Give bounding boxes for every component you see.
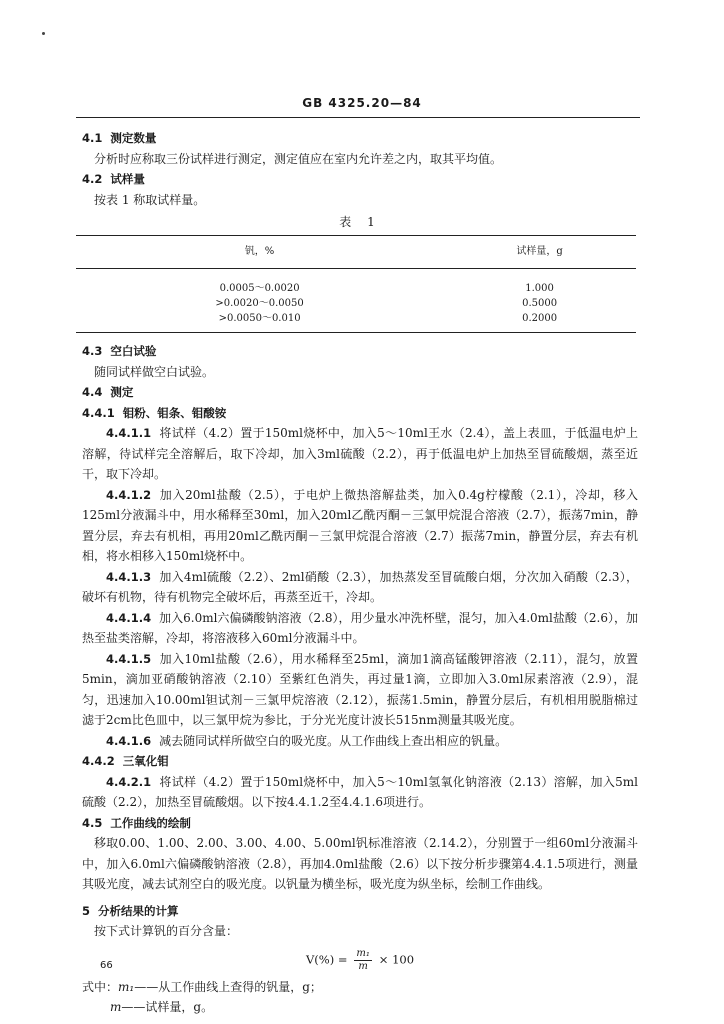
paragraph-4-4-1-4: 4.4.1.4 加入6.0ml六偏磷酸钠溶液（2.8），用少量水冲洗杯壁，混匀，加入4.0ml盐酸（2.6），加热至盐类溶解，冷却，将溶液移入60ml分液漏斗中。	[82, 610, 638, 645]
formula-rhs: × 100	[378, 952, 415, 966]
paragraph-4-4-1-6: 4.4.1.6 减去随同试样所做空白的吸光度。从工作曲线上查出相应的钒量。	[106, 733, 508, 748]
page-number: 66	[100, 960, 113, 971]
where-line-m1: 式中：m₁——从工作曲线上查得的钒量，g；	[82, 979, 322, 994]
formula	[82, 948, 638, 973]
symbol-m: m	[110, 1000, 122, 1014]
section-4-5-heading: 4.5 工作曲线的绘制	[82, 815, 191, 830]
paragraph-4-4-1-1: 4.4.1.1 将试样（4.2）置于150ml烧杯中，加入5～10ml王水（2.4），盖上表皿，于低温电炉上溶解，待试样完全溶解后，取下冷却，加入3ml硫酸（2.2），再于低温电炉上加热至冒硫酸烟，蒸至近干，取下冷却。	[82, 426, 638, 481]
table-cell-mass: 1.000	[525, 283, 554, 294]
standard-header: GB 4325.20—84	[302, 96, 422, 110]
table-row	[76, 311, 636, 333]
symbol-m1: m₁	[118, 979, 135, 994]
table-1	[76, 235, 636, 334]
section-5-text: 按下式计算钒的百分含量：	[94, 924, 239, 938]
table-1-title: 表 1	[339, 215, 381, 229]
table-col-sample-mass: 试样量，g	[443, 235, 636, 269]
formula-fraction	[354, 948, 372, 973]
table-row	[76, 269, 636, 297]
formula-lhs: V(%) =	[305, 952, 348, 966]
header-rule	[76, 117, 640, 118]
table-cell-mass: 0.5000	[522, 298, 558, 309]
section-4-2-text: 按表 1 称取试样量。	[94, 192, 206, 207]
section-4-2-heading: 4.2 试样量	[82, 172, 145, 186]
scan-speck	[42, 32, 45, 35]
table-cell-range: >0.0050～0.010	[76, 311, 443, 333]
section-4-1-text: 分析时应称取三份试样进行测定，测定值应在室内允许差之内，取其平均值。	[94, 151, 503, 166]
table-cell-range: >0.0020～0.0050	[215, 298, 304, 309]
section-4-1-heading: 4.1 测定数量	[82, 131, 157, 145]
section-4-3-text: 随同试样做空白试验。	[94, 364, 215, 379]
where-line-m: m——试样量，g。	[110, 1000, 214, 1014]
formula-denominator: m	[358, 960, 368, 972]
main-content	[82, 128, 638, 1018]
section-5-heading: 5 分析结果的计算	[82, 903, 179, 918]
section-4-4-1-heading: 4.4.1 钼粉、钼条、钼酸铵	[82, 405, 227, 420]
paragraph-4-4-1-3: 4.4.1.3 加入4ml硫酸（2.2）、2ml硝酸（2.3），加热蒸发至冒硫酸白烟，分次加入硝酸（2.3），破坏有机物，待有机物完全破坏后，再蒸至近干，冷却。	[82, 569, 638, 604]
formula-numerator: m₁	[356, 947, 370, 959]
paragraph-4-4-1-2: 4.4.1.2 加入20ml盐酸（2.5），于电炉上微热溶解盐类，加入0.4g柠檬酸（2.1），冷却，移入125ml分液漏斗中，用水稀释至30ml，加入20ml乙酰丙酮－三氯甲烷混合溶液（2.7），振荡7min，静置分层，弃去有机相，再用20ml乙酰丙酮－三氯甲烷混合溶液（2.7）振荡7min，静置分层，弃去有机相，将水相移入150ml烧杯中。	[82, 487, 638, 563]
section-4-4-heading: 4.4 测定	[82, 385, 134, 399]
table-row	[76, 296, 636, 311]
table-cell-mass: 0.2000	[443, 311, 636, 333]
section-4-5-text: 移取0.00、1.00、2.00、3.00、4.00、5.00ml钒标准溶液（2.14.2），分别置于一组60ml分液漏斗中，加入6.0ml六偏磷酸钠溶液（2.8），再加4.0ml盐酸（2.6）以下按分析步骤第4.4.1.5项进行，测量其吸光度，减去试剂空白的吸光度。以钒量为横坐标，吸光度为纵坐标，绘制工作曲线。	[82, 836, 638, 891]
paragraph-4-4-2-1: 4.4.2.1 将试样（4.2）置于150ml烧杯中，加入5～10ml氢氧化钠溶液（2.13）溶解，加入5ml硫酸（2.2），加热至冒硫酸烟。以下按4.4.1.2至4.4.1.6项进行。	[82, 774, 638, 809]
table-header-row	[76, 235, 636, 269]
section-4-4-2-heading: 4.4.2 三氧化钼	[82, 754, 169, 768]
table-col-vanadium: 钒，%	[76, 235, 443, 269]
table-cell-range: 0.0005～0.0020	[219, 283, 300, 294]
section-4-3-heading: 4.3 空白试验	[82, 344, 157, 358]
paragraph-4-4-1-5: 4.4.1.5 加入10ml盐酸（2.6），用水稀释至25ml，滴加1滴高锰酸钾溶液（2.11），混匀，放置5min，滴加亚硝酸钠溶液（2.10）至紫红色消失，再过量1滴，立即加入3.0ml尿素溶液（2.9），混匀，迅速加入10.00ml钽试剂－三氯甲烷溶液（2.12），振荡1.5min，静置分层后，有机相用脱脂棉过滤于2cm比色皿中，以三氯甲烷为参比，于分光光度计波长515nm测量其吸光度。	[82, 651, 638, 727]
